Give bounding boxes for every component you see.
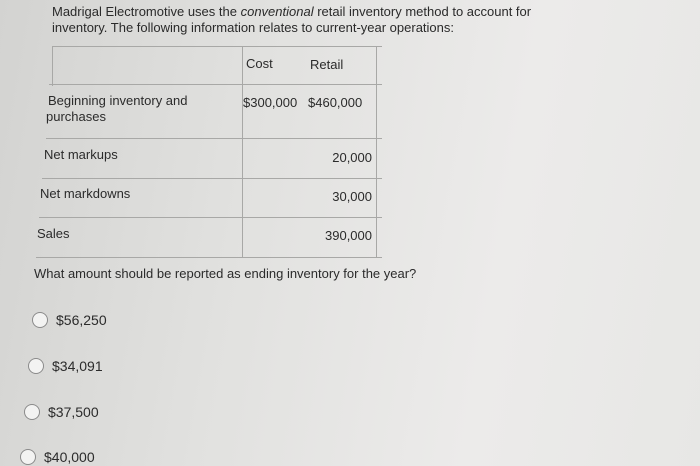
row-markdowns-retail: 30,000 bbox=[332, 189, 372, 204]
row-beginning-label-1: Beginning inventory and bbox=[48, 93, 188, 108]
row-markups-retail: 20,000 bbox=[332, 150, 372, 165]
row-beginning-cost: $300,000 bbox=[243, 95, 298, 110]
table-rule-4 bbox=[42, 178, 382, 179]
header-retail: Retail bbox=[310, 57, 344, 72]
table-rule-2 bbox=[49, 84, 382, 85]
answer-option-1-label: $56,250 bbox=[56, 312, 107, 328]
table-rule-5 bbox=[39, 217, 382, 218]
inventory-table bbox=[36, 46, 382, 262]
question-line1-prefix: Madrigal Electromotive uses the bbox=[52, 4, 241, 19]
table-col-divider bbox=[242, 46, 243, 258]
answer-option-3[interactable] bbox=[24, 404, 99, 420]
question-line2: inventory. The following information relates to current-year operations: bbox=[52, 20, 454, 35]
row-markups-label: Net markups bbox=[44, 147, 118, 162]
question-prompt: What amount should be reported as ending inventory for the year? bbox=[34, 266, 417, 281]
row-markdowns-label: Net markdowns bbox=[40, 186, 131, 201]
answer-option-4-label: $40,000 bbox=[44, 449, 95, 465]
row-sales-label: Sales bbox=[37, 226, 70, 241]
question-line1-italic: conventional bbox=[240, 4, 314, 19]
radio-circle-icon[interactable] bbox=[20, 449, 36, 465]
table-rule-top bbox=[52, 46, 382, 47]
header-cost: Cost bbox=[246, 56, 273, 71]
answer-option-2-label: $34,091 bbox=[52, 358, 103, 374]
answer-option-2[interactable] bbox=[28, 358, 103, 374]
table-right-border bbox=[376, 46, 377, 258]
answer-option-3-label: $37,500 bbox=[48, 404, 99, 420]
answer-option-4[interactable] bbox=[20, 449, 95, 465]
table-left-border bbox=[52, 46, 53, 86]
row-beginning-retail: $460,000 bbox=[308, 95, 363, 110]
radio-circle-icon[interactable] bbox=[32, 312, 48, 328]
question-text bbox=[52, 4, 612, 36]
row-sales-retail: 390,000 bbox=[325, 228, 372, 243]
question-line1-suffix: retail inventory method to account for bbox=[313, 4, 532, 19]
answer-option-1[interactable] bbox=[32, 312, 107, 328]
table-rule-bottom bbox=[36, 257, 382, 258]
table-rule-3 bbox=[46, 138, 382, 139]
radio-circle-icon[interactable] bbox=[24, 404, 40, 420]
row-beginning-label-2: purchases bbox=[46, 109, 106, 124]
radio-circle-icon[interactable] bbox=[28, 358, 44, 374]
